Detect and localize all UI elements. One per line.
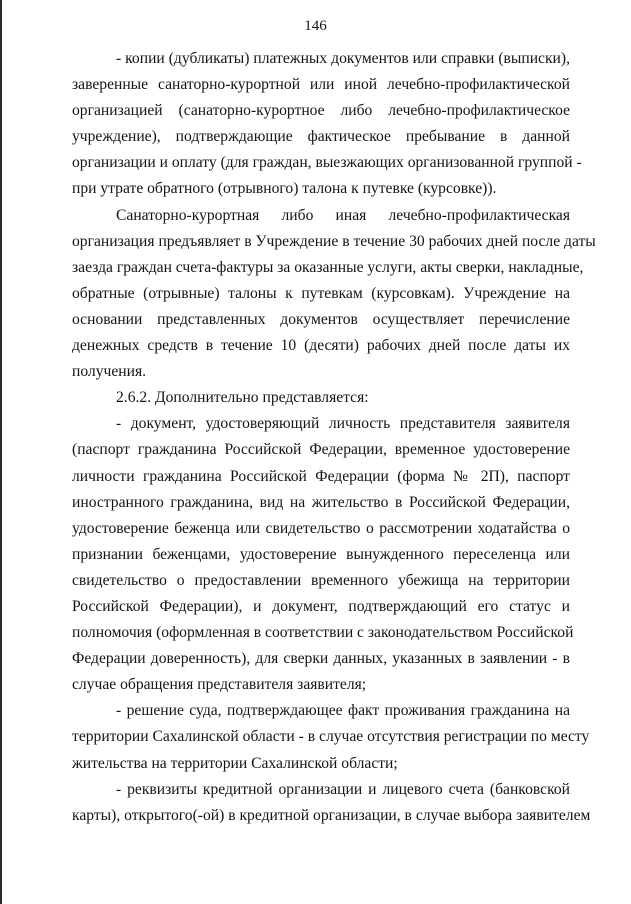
section-heading: 2.6.2. Дополнительно представляется: xyxy=(116,389,369,407)
text-line: Санаторно-курортная либо иная лечебно-профилактическая xyxy=(116,206,570,224)
text-line: карты), открытого(-ой) в кредитной организации, в случае выбора заявителем xyxy=(72,806,591,824)
text-line: организация предъявляет в Учреждение в течение 30 рабочих дней после даты xyxy=(72,232,596,250)
text-line: (паспорт гражданина Российской Федерации, временное удостоверение xyxy=(72,441,570,459)
text-line: получения. xyxy=(72,363,147,381)
text-line: обратные (отрывные) талоны к путевкам (курсовкам). Учреждение на xyxy=(72,284,570,302)
text-line: Российской Федерации), и документ, подтверждающий его статус и xyxy=(72,597,570,615)
text-line: - реквизиты кредитной организации и лицевого счета (банковской xyxy=(116,780,570,798)
text-line: территории Сахалинской области - в случае отсутствия регистрации по месту xyxy=(72,728,590,746)
text-line: личности гражданина Российской Федерации (форма № 2П), паспорт xyxy=(72,467,570,485)
page-number: 146 xyxy=(304,18,327,34)
text-line: при утрате обратного (отрывного) талона к путевке (курсовке)). xyxy=(72,180,497,198)
text-line: полномочия (оформленная в соответствии с законодательством Российской xyxy=(72,624,574,642)
text-line: заезда граждан счета-фактуры за оказанные услуги, акты сверки, накладные, xyxy=(72,258,584,276)
text-line: - копии (дубликаты) платежных документов или справки (выписки), xyxy=(116,50,570,67)
text-line: - документ, удостоверяющий личность представителя заявителя xyxy=(116,415,570,433)
text-line: основании представленных документов осуществляет перечисление xyxy=(72,310,570,328)
text-line: удостоверение беженца или свидетельство о рассмотрении ходатайства о xyxy=(72,519,570,537)
document-body xyxy=(72,46,596,829)
text-line: жительства на территории Сахалинской области; xyxy=(72,754,398,772)
scan-edge xyxy=(0,0,2,904)
text-line: денежных средств в течение 10 (десяти) рабочих дней после даты их xyxy=(72,337,570,355)
text-line: свидетельство о предоставлении временного убежища на территории xyxy=(72,571,570,589)
text-line: - решение суда, подтверждающее факт проживания гражданина на xyxy=(116,702,570,720)
text-line: признании беженцами, удостоверение вынужденного переселенца или xyxy=(72,545,570,563)
text-line: организацией (санаторно-курортное либо лечебно-профилактическое xyxy=(72,102,570,120)
text-line: случае обращения представителя заявителя; xyxy=(72,676,367,694)
text-line: организации и оплату (для граждан, выезжающих организованной группой - xyxy=(72,154,582,172)
text-line: заверенные санаторно-курортной или иной лечебно-профилактической xyxy=(72,76,570,94)
text-line: Федерации доверенность), для сверки данных, указанных в заявлении - в xyxy=(72,650,570,668)
text-line: учреждение), подтверждающие фактическое пребывание в данной xyxy=(72,128,570,146)
text-line: иностранного гражданина, вид на жительство в Российской Федерации, xyxy=(72,493,570,511)
